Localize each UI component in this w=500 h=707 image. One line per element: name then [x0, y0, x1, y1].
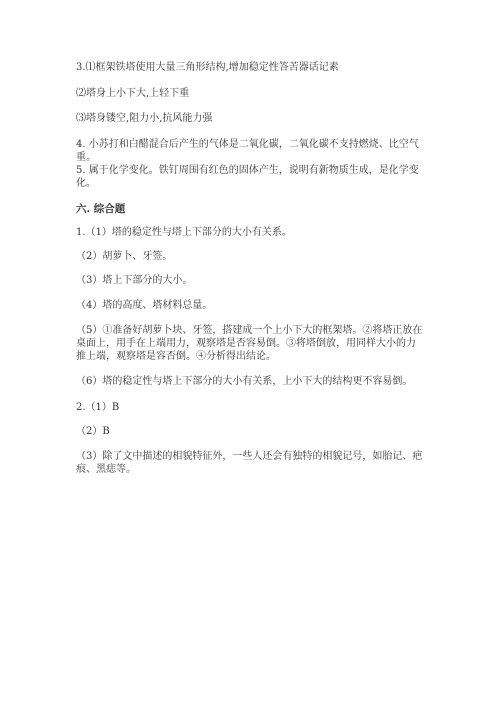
q1-part2: （2）胡萝卜、牙签。 — [76, 251, 173, 262]
answer-3-part3: ⑶塔身镂空,阻力小,抗风能力强 — [76, 113, 213, 124]
section-heading: 六. 综合题 — [76, 203, 126, 215]
q1-part3: （3）塔上下部分的大小。 — [76, 275, 193, 286]
answer-4-line1: 4. 小苏打和白醋混合后产生的气体是二氧化碳，二氧化碳不支持燃烧、比空气 — [76, 139, 419, 150]
q1-part5-line3: 推上端，观察塔是容否倒。④分析得出结论。 — [76, 351, 276, 362]
answer-4-line2: 重。 — [76, 152, 96, 163]
q2-part3-line2: 痕、黑痣等。 — [76, 464, 136, 475]
q2-part1: 2.（1）B — [76, 402, 120, 413]
answer-5-line2: 化。 — [76, 178, 96, 189]
answer-5-line1: 5. 属于化学变化。铁钉周围有红色的固体产生，说明有新物质生成，是化学变 — [76, 165, 419, 176]
answer-3-part2: ⑵塔身上小下大,上轻下重 — [76, 88, 190, 99]
q1-part5-line2: 桌面上，用手在上端用力，观察塔是否容易倒。③将塔倒放，用同样大小的力 — [76, 338, 416, 349]
q1-part1: 1.（1）塔的稳定性与塔上下部分的大小有关系。 — [76, 227, 292, 238]
q2-part3-line1: （3）除了文中描述的相貌特征外，一些人还会有独特的相貌记号，如胎记、疤 — [76, 451, 423, 462]
q2-part2: （2）B — [76, 426, 110, 437]
q1-part6: （6）塔的稳定性与塔上下部分的大小有关系，上小下大的结构更不容易倒。 — [76, 376, 413, 387]
answer-3-part1: 3.⑴框架铁塔使用大量三角形结构,增加稳定性答苦器话记素 — [76, 62, 339, 73]
q1-part4: （4）塔的高度、塔材料总量。 — [76, 300, 213, 311]
q1-part5-line1: （5）①准备好胡萝卜块、牙签，搭建成一个上小下大的框架塔。②将塔正放在 — [76, 325, 423, 336]
